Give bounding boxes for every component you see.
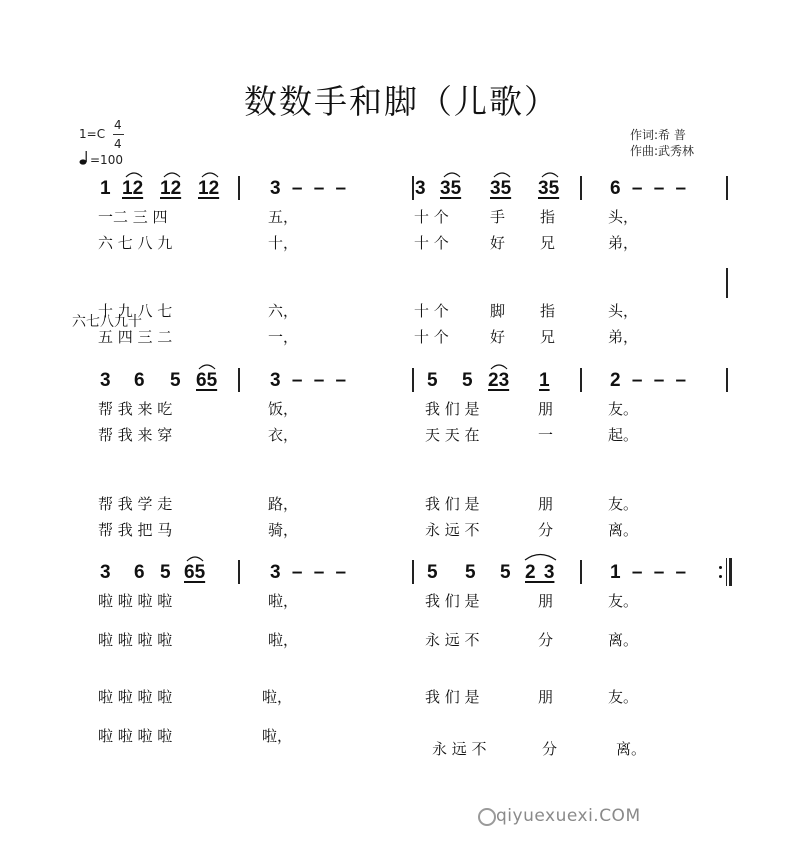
note: 1: [539, 370, 550, 391]
lyric-line: 饭，: [268, 400, 299, 418]
note: 5: [427, 370, 438, 391]
note: 3 – – –: [270, 562, 347, 583]
lyric-line: 十 个: [414, 328, 449, 346]
composer-credit: 作曲:武秀林: [630, 144, 695, 158]
note: 3 – – –: [270, 370, 347, 391]
note: 65: [184, 562, 206, 583]
lyric-line: 分: [538, 631, 554, 649]
bar-line: [238, 368, 240, 392]
lyric-line: 十 九 八 七: [98, 302, 173, 320]
slur-marks: [185, 552, 209, 564]
lyric-line: 啦，: [262, 727, 293, 745]
lyric-line: 头，: [608, 302, 639, 320]
lyric-line: 十，: [268, 234, 299, 252]
bar-line: [726, 268, 728, 298]
lyric-line: 友。: [608, 592, 639, 610]
lyric-line: 好: [490, 328, 506, 346]
lyric-line: 头，: [608, 208, 639, 226]
note: 2 3: [525, 562, 555, 583]
time-signature-top: 4: [114, 118, 122, 132]
lyric-line: 啦 啦 啦 啦: [98, 688, 173, 706]
note: 3: [100, 370, 111, 391]
lyric-line: 啦 啦 啦 啦: [98, 631, 173, 649]
lyric-line: 十 个: [414, 302, 449, 320]
lyric-line: 手: [490, 208, 506, 226]
lyric-line: 指: [540, 302, 556, 320]
note: 1 – – –: [610, 562, 687, 583]
lyric-line: 离。: [616, 740, 647, 758]
lyric-line: 帮 我 来 穿: [98, 426, 173, 444]
bar-line: [580, 176, 582, 200]
note: 65: [196, 370, 218, 391]
lyric-line: 朋: [538, 688, 554, 706]
lyric-line: 骑，: [268, 521, 299, 539]
note: 5: [160, 562, 171, 583]
lyric-line: 离。: [608, 521, 639, 539]
song-title: 数数手和脚（儿歌）: [244, 82, 559, 121]
lyric-line: 脚: [490, 302, 506, 320]
lyric-line: 弟，: [608, 328, 639, 346]
note: 35: [440, 178, 462, 199]
note: 5: [465, 562, 476, 583]
note: 5: [170, 370, 181, 391]
site-watermark: qiyuexuexi.COM: [496, 806, 641, 826]
lyric-line: 兄: [540, 328, 556, 346]
bar-line: [412, 368, 414, 392]
bar-line: [726, 176, 728, 200]
lyricist-credit: 作词:希 普: [630, 128, 686, 142]
lyric-line: 五 四 三 二: [98, 328, 173, 346]
lyric-line: 啦，: [268, 631, 299, 649]
note: 1: [100, 178, 111, 199]
lyric-line: 友。: [608, 688, 639, 706]
slur-marks: [124, 168, 224, 180]
lyric-line: 分: [542, 740, 558, 758]
lyric-line: 好: [490, 234, 506, 252]
note: 6: [134, 370, 145, 391]
bar-line: [238, 176, 240, 200]
lyric-line: 衣，: [268, 426, 299, 444]
lyric-line: 我 们 是: [425, 592, 480, 610]
lyric-line: 兄: [540, 234, 556, 252]
note: 5: [500, 562, 511, 583]
bar-line: [238, 560, 240, 584]
margin-annotation: 六七八九十: [72, 314, 142, 330]
lyric-line: 朋: [538, 495, 554, 513]
lyric-line: 一二 三 四: [98, 208, 168, 226]
note: 5: [462, 370, 473, 391]
lyric-line: 我 们 是: [425, 688, 480, 706]
time-signature-bottom: 4: [114, 137, 122, 151]
note: 3 – – –: [270, 178, 347, 199]
lyric-line: 分: [538, 521, 554, 539]
lyric-line: 离。: [608, 631, 639, 649]
slur-marks: [522, 549, 562, 563]
note: 12: [122, 178, 144, 199]
lyric-line: 永 远 不: [425, 631, 480, 649]
note: 23: [488, 370, 510, 391]
lyric-line: 啦，: [268, 592, 299, 610]
lyric-line: 指: [540, 208, 556, 226]
lyric-line: 一，: [268, 328, 299, 346]
slur-marks: [197, 360, 221, 372]
lyric-line: 帮 我 学 走: [98, 495, 173, 513]
note: 35: [538, 178, 560, 199]
lyric-line: 友。: [608, 400, 639, 418]
lyric-line: 帮 我 来 吃: [98, 400, 173, 418]
lyric-line: 我 们 是: [425, 400, 480, 418]
note: 5: [427, 562, 438, 583]
time-signature-divider: [113, 134, 124, 135]
note: 12: [198, 178, 220, 199]
slur-marks: [442, 168, 562, 180]
bar-line: [580, 368, 582, 392]
tempo-marking: =100: [90, 153, 123, 167]
lyric-line: 永 远 不: [425, 521, 480, 539]
bar-line: [412, 176, 414, 200]
note: 6: [134, 562, 145, 583]
watermark-logo-icon: [478, 808, 496, 826]
lyric-line: 路，: [268, 495, 299, 513]
bar-line: [412, 560, 414, 584]
lyric-line: 朋: [538, 400, 554, 418]
note: 3: [415, 178, 426, 199]
lyric-line: 友。: [608, 495, 639, 513]
note: 35: [490, 178, 512, 199]
lyric-line: 十 个: [414, 234, 449, 252]
lyric-line: 一: [538, 426, 554, 444]
note: 2 – – –: [610, 370, 687, 391]
key-signature: 1=C: [79, 127, 106, 141]
lyric-line: 永 远 不: [432, 740, 487, 758]
lyric-line: 六 七 八 九: [98, 234, 173, 252]
lyric-line: 啦 啦 啦 啦: [98, 592, 173, 610]
lyric-line: 十 个: [414, 208, 449, 226]
note: 3: [100, 562, 111, 583]
lyric-line: 我 们 是: [425, 495, 480, 513]
lyric-line: 五，: [268, 208, 299, 226]
lyric-line: 天 天 在: [425, 426, 480, 444]
note: 12: [160, 178, 182, 199]
bar-line: [726, 368, 728, 392]
lyric-line: 帮 我 把 马: [98, 521, 173, 539]
lyric-line: 朋: [538, 592, 554, 610]
bar-line: [580, 560, 582, 584]
slur-marks: [489, 360, 513, 372]
lyric-line: 啦，: [262, 688, 293, 706]
note: 6 – – –: [610, 178, 687, 199]
lyric-line: 啦 啦 啦 啦: [98, 727, 173, 745]
quarter-note-icon: [79, 150, 89, 170]
lyric-line: 起。: [608, 426, 639, 444]
lyric-line: 六，: [268, 302, 299, 320]
lyric-line: 弟，: [608, 234, 639, 252]
